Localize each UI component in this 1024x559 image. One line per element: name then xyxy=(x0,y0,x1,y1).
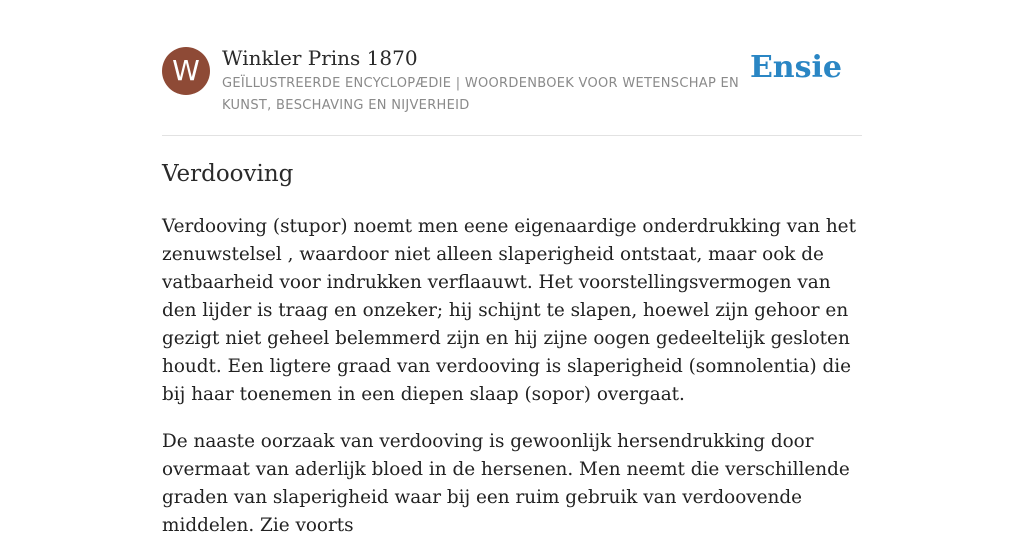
source-avatar[interactable]: W xyxy=(162,47,210,95)
source-title[interactable]: Winkler Prins 1870 xyxy=(222,46,418,70)
source-subtitle: GEÏLLUSTREERDE ENCYCLOPÆDIE | WOORDENBOEK VOOR WETENSCHAP EN KUNST, BESCHAVING EN NIJVERHEID xyxy=(222,76,740,113)
article-body xyxy=(162,213,862,540)
article xyxy=(162,158,862,559)
article-paragraph: De naaste oorzaak van verdooving is gewoonlijk hersendrukking door overmaat van aderlijk bloed in de hersenen. Men neemt die verschillende graden van slaperigheid waar bij een ruim gebruik van verdoovende middelen. Zie voorts xyxy=(162,431,850,536)
article-paragraph: Verdooving (stupor) noemt men eene eigenaardige onderdrukking van het zenuwstelsel , waardoor niet alleen slaperigheid ontstaat, maar ook de vatbaarheid voor indrukken verflaauwt. Het voorstellingsvermogen van den lijder is traag en onzeker; hij schijnt te slapen, hoewel zijn gehoor en gezigt niet geheel belemmerd zijn en hij zijne oogen gedeeltelijk gesloten houdt. Een ligtere graad van verdooving is slaperigheid (somnolentia) die bij haar toenemen in een diepen slaap (sopor) overgaat. xyxy=(162,216,856,405)
source-header xyxy=(162,44,862,136)
ensie-logo-link[interactable]: Ensie xyxy=(749,50,842,85)
article-title: Verdooving xyxy=(162,161,294,187)
